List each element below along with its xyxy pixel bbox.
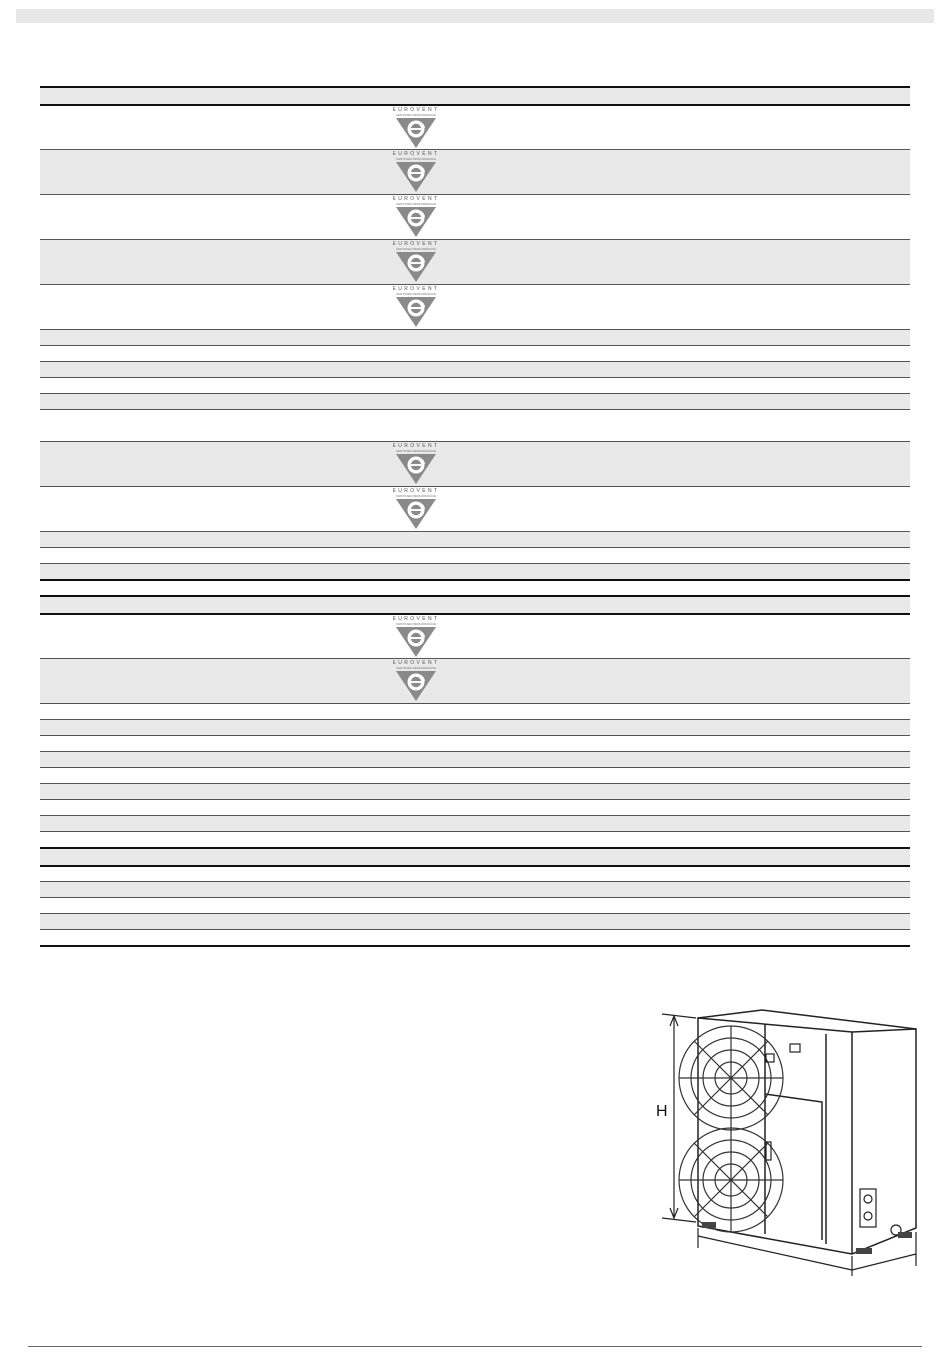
table-row <box>40 929 910 945</box>
table-row <box>40 658 910 703</box>
table-row <box>40 86 910 104</box>
table-row <box>40 377 910 393</box>
table-row <box>40 329 910 345</box>
fan-grille-icon <box>679 1026 783 1130</box>
table-row <box>40 783 910 799</box>
table-row <box>40 799 910 815</box>
table-row <box>40 531 910 547</box>
eurovent-certification-icon <box>393 195 439 237</box>
table-row <box>40 284 910 329</box>
eurovent-certification-icon <box>393 442 439 484</box>
table-row <box>40 409 910 441</box>
table-row <box>40 719 910 735</box>
table-row <box>40 547 910 563</box>
table-row <box>40 767 910 783</box>
table-row <box>40 815 910 831</box>
table-row <box>40 393 910 409</box>
height-dimension-label: H <box>656 1103 668 1120</box>
table-row <box>40 847 910 865</box>
outdoor-unit-drawing <box>652 1004 932 1294</box>
table-row <box>40 881 910 897</box>
table-row <box>40 595 910 613</box>
eurovent-certification-icon <box>393 615 439 657</box>
eurovent-certification-icon <box>393 106 439 148</box>
table-row <box>40 703 910 719</box>
table-row <box>40 897 910 913</box>
page-header-bar <box>16 9 934 23</box>
table-row <box>40 345 910 361</box>
table-row <box>40 913 910 929</box>
table-row <box>40 735 910 751</box>
table-row <box>40 441 910 486</box>
table-row <box>40 831 910 847</box>
table-row <box>40 579 910 595</box>
technical-data-table <box>40 86 910 962</box>
table-row <box>40 149 910 194</box>
eurovent-certification-icon <box>393 150 439 192</box>
table-row <box>40 239 910 284</box>
eurovent-certification-icon <box>393 659 439 701</box>
table-bottom-rule <box>40 945 910 947</box>
table-row <box>40 486 910 531</box>
table-row <box>40 194 910 239</box>
table-row <box>40 361 910 377</box>
eurovent-certification-icon <box>393 487 439 529</box>
footer-rule <box>28 1346 922 1347</box>
table-row <box>40 563 910 579</box>
eurovent-certification-icon <box>393 285 439 327</box>
table-row <box>40 613 910 658</box>
table-row <box>40 865 910 881</box>
table-row <box>40 104 910 149</box>
eurovent-certification-icon <box>393 240 439 282</box>
table-row <box>40 751 910 767</box>
